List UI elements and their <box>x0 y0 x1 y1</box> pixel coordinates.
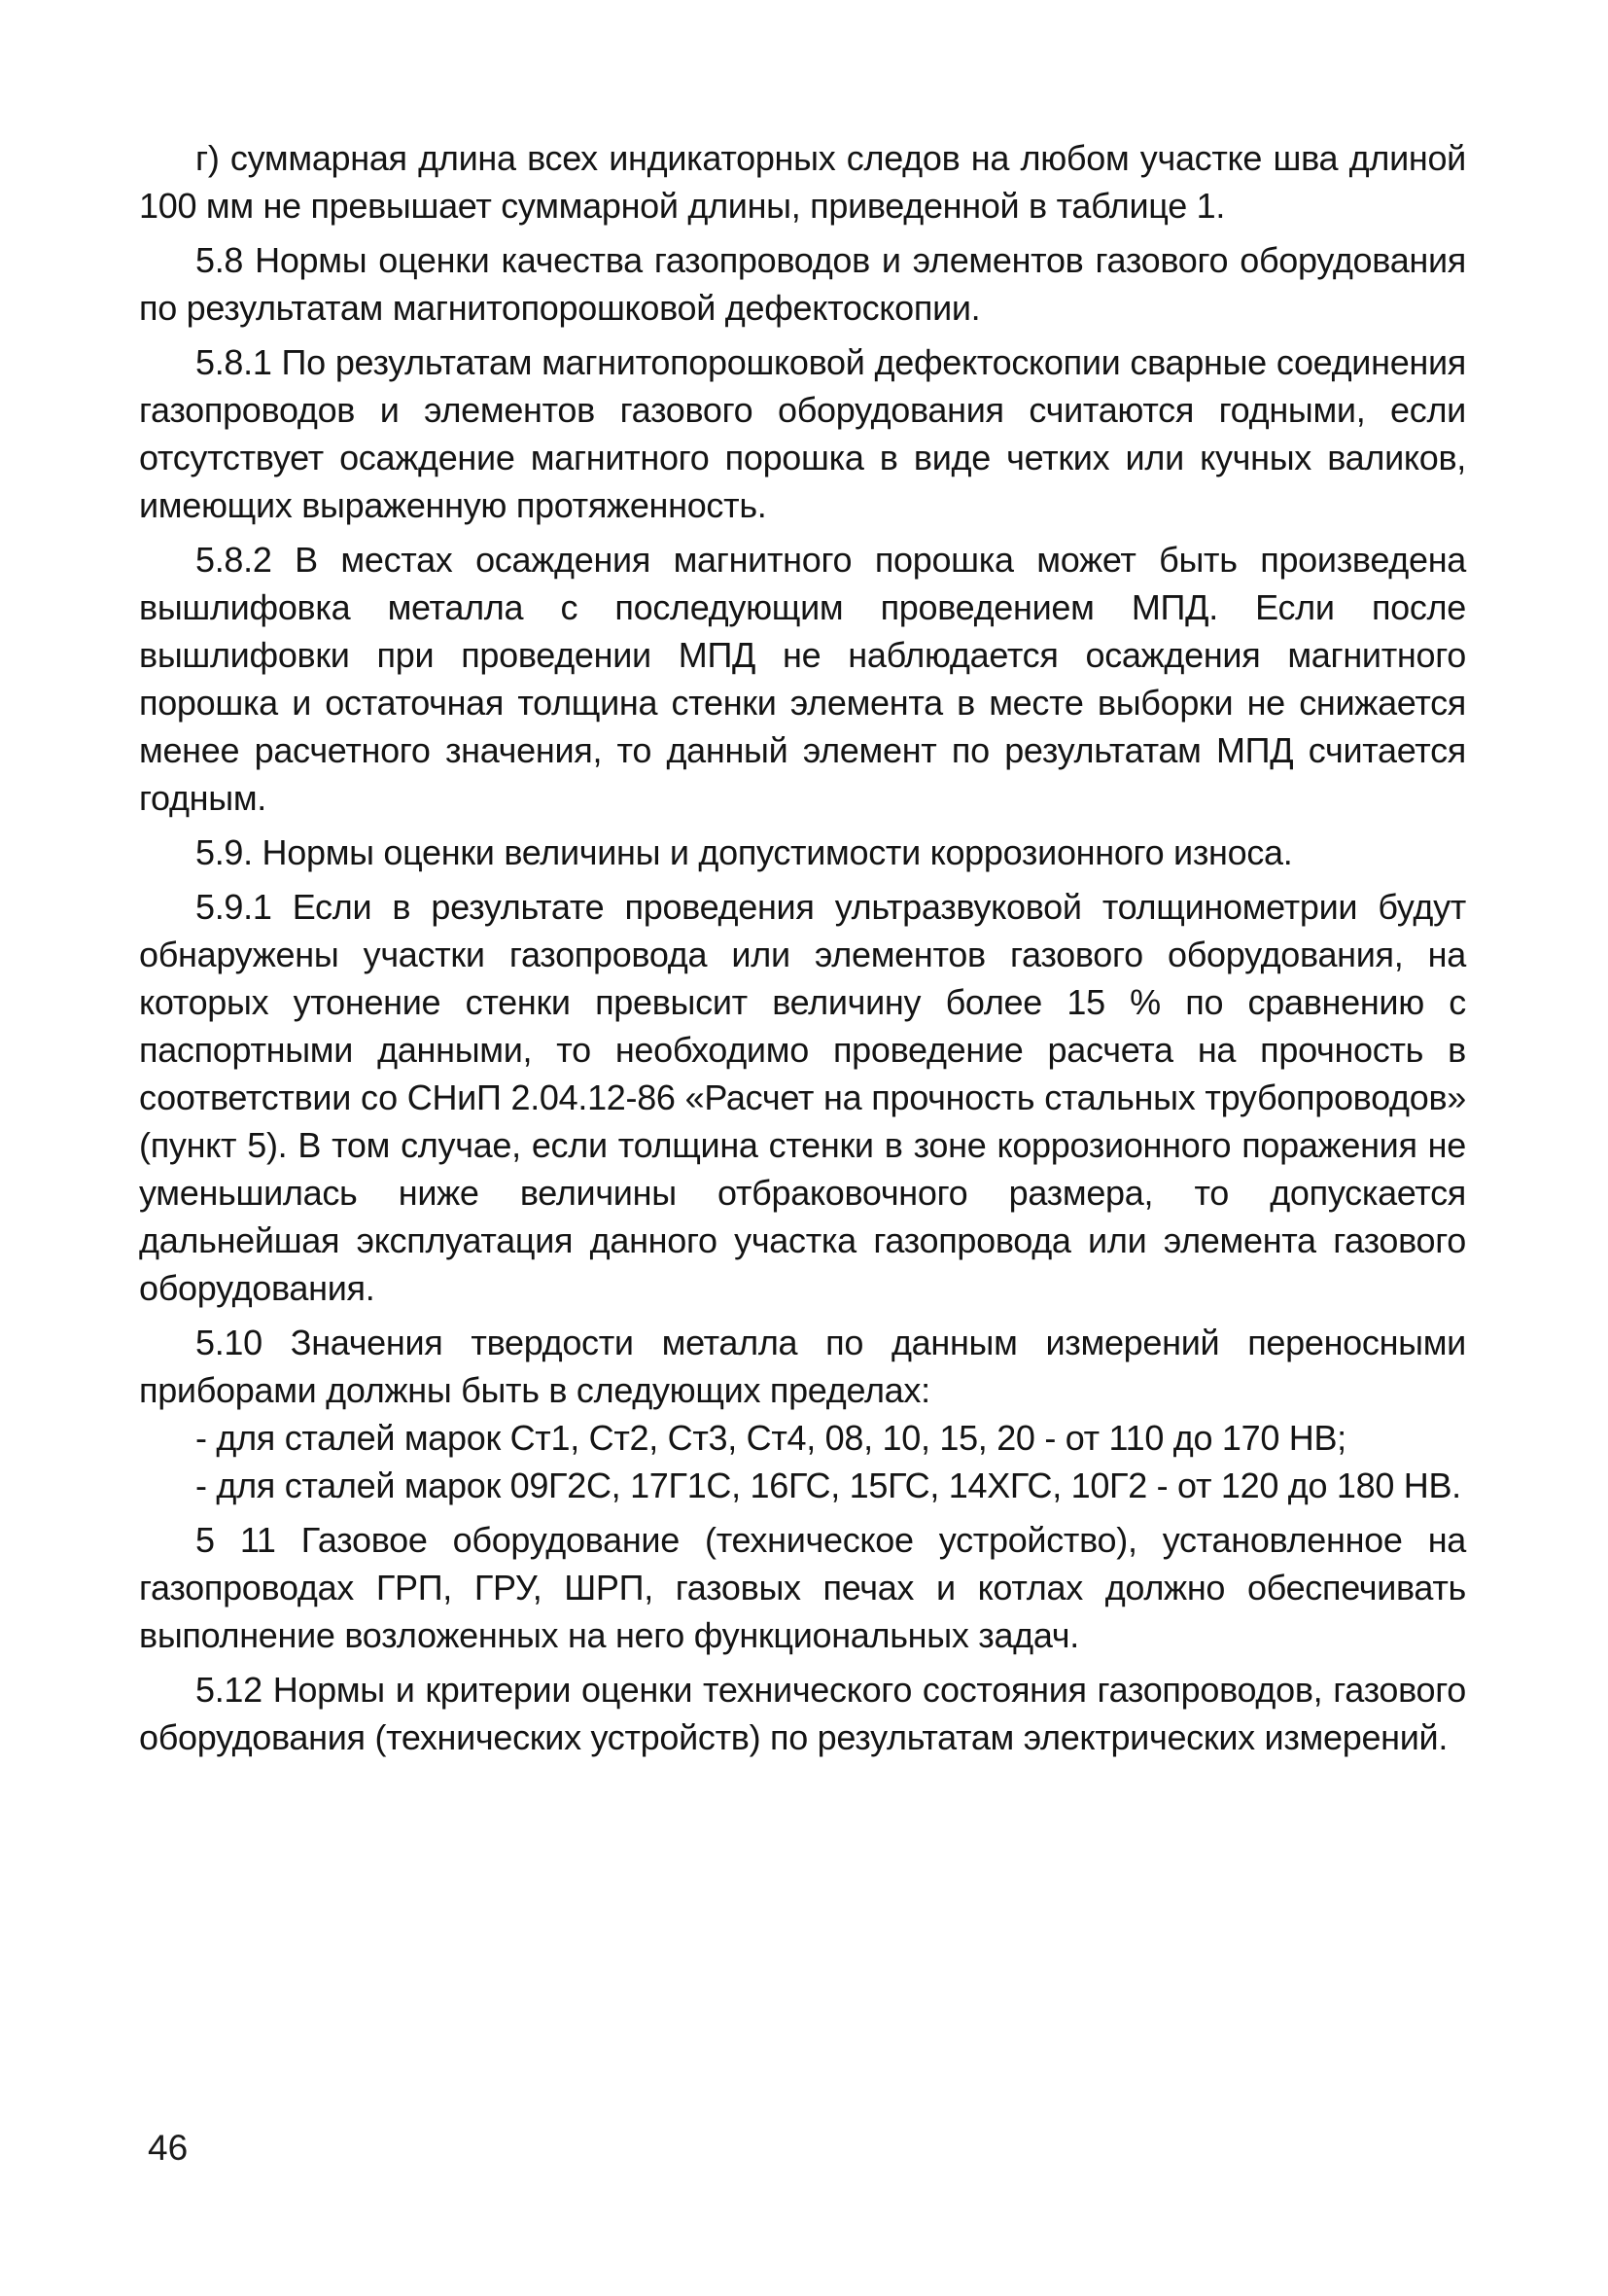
paragraph-5-8: 5.8 Нормы оценки качества газопроводов и элементов газового оборудования по результатам магнитопорошковой дефектоскопии. <box>139 240 1466 328</box>
list-item-steel-grades-1: - для сталей марок Ст1, Ст2, Ст3, Ст4, 08, 10, 15, 20 - от 110 до 170 НВ; <box>195 1418 1346 1458</box>
paragraph-5-8-2: 5.8.2 В местах осаждения магнитного порошка может быть произведена вышлифовка металла с последующим проведением МПД. Если после вышлифовки при проведении МПД не наблюдается осаждения магнитного порошка и остаточная толщина стенки элемента в месте выборки не снижается менее расчетного значения, то данный элемент по результатам МПД считается годным. <box>139 540 1466 818</box>
list-item-steel-grades-2: - для сталей марок 09Г2С, 17Г1С, 16ГС, 15ГС, 14ХГС, 10Г2 - от 120 до 180 НВ. <box>195 1466 1461 1505</box>
body-text <box>139 134 1466 1768</box>
page-number: 46 <box>148 2128 189 2168</box>
paragraph-5-9: 5.9. Нормы оценки величины и допустимости коррозионного износа. <box>195 832 1293 872</box>
paragraph-5-8-1: 5.8.1 По результатам магнитопорошковой дефектоскопии сварные соединения газопроводов и элементов газового оборудования считаются годными, если отсутствует осаждение магнитного порошка в виде четких или кучных валиков, имеющих выраженную протяженность. <box>139 342 1466 525</box>
paragraph-item-g: г) суммарная длина всех индикаторных следов на любом участке шва длиной 100 мм не превышает суммарной длины, приведенной в таблице 1. <box>139 138 1466 226</box>
paragraph-5-10: 5.10 Значения твердости металла по данным измерений переносными приборами должны быть в следующих пределах: <box>139 1323 1466 1410</box>
paragraph-5-11: 5 11 Газовое оборудование (техническое устройство), установленное на газопроводах ГРП, ГРУ, ШРП, газовых печах и котлах должно обеспечивать выполнение возложенных на него функциональных задач. <box>139 1520 1466 1655</box>
paragraph-5-9-1: 5.9.1 Если в результате проведения ультразвуковой толщинометрии будут обнаружены участки газопровода или элементов газового оборудования, на которых утонение стенки превысит величину более 15 % по сравнению с паспортными данными, то необходимо проведение расчета на прочность в соответствии со СНиП 2.04.12-86 «Расчет на прочность стальных трубопроводов» (пункт 5). В том случае, если толщина стенки в зоне коррозионного поражения не уменьшилась ниже величины отбраковочного размера, то допускается дальнейшая эксплуатация данного участка газопровода или элемента газового оборудования. <box>139 887 1466 1308</box>
paragraph-5-12: 5.12 Нормы и критерии оценки технического состояния газопроводов, газового оборудования (технических устройств) по результатам электрических измерений. <box>139 1670 1466 1757</box>
